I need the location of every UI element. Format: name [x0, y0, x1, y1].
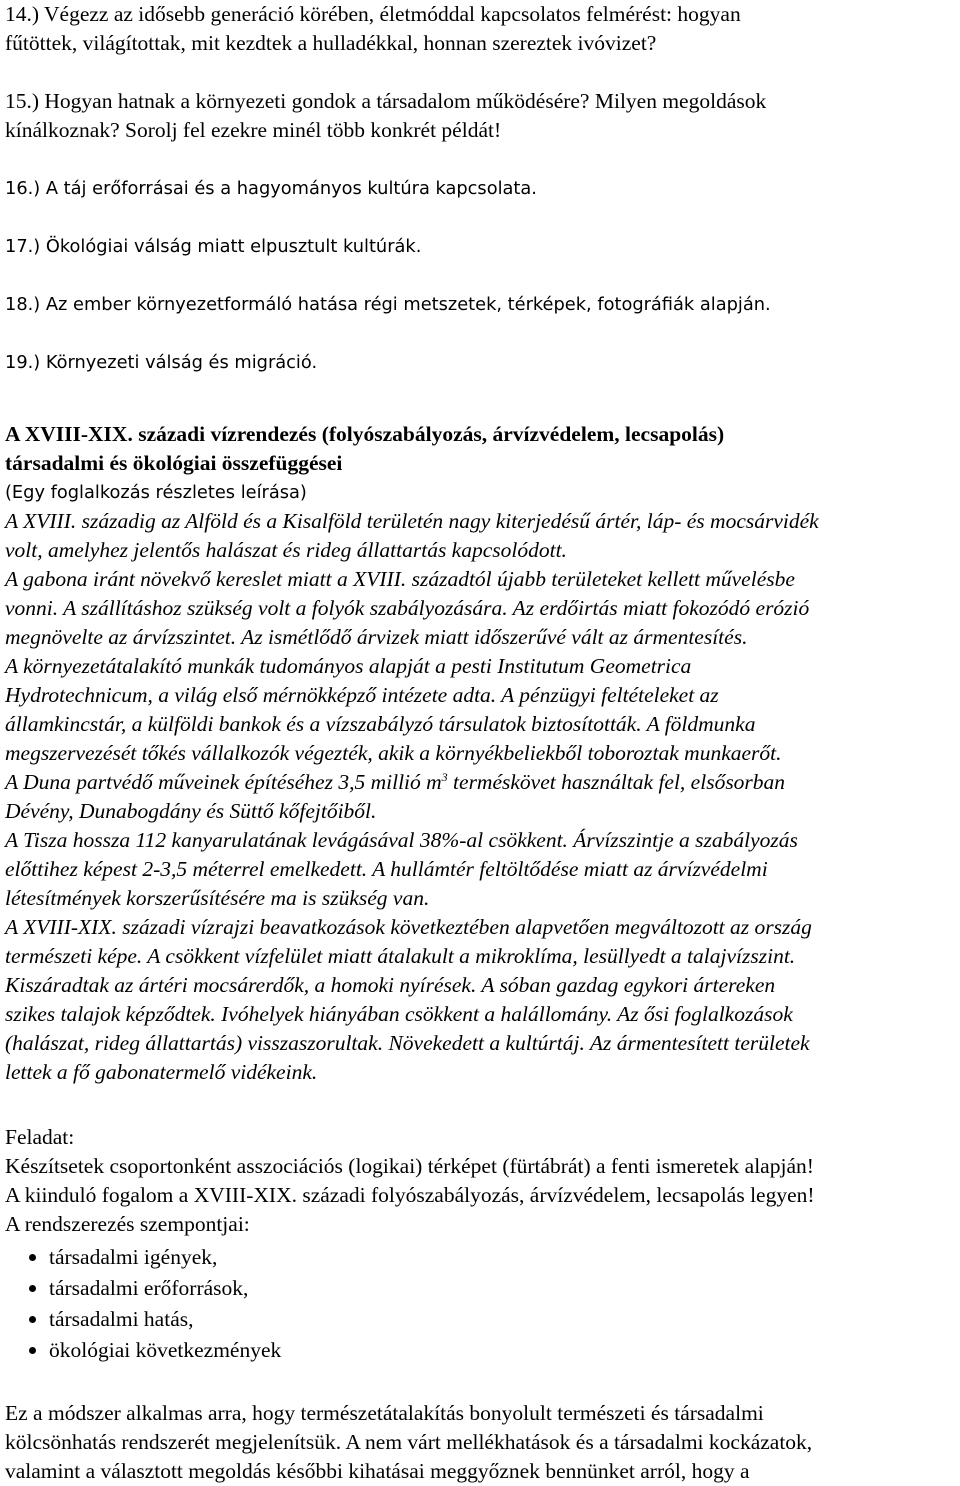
question-14-line-2: fűtöttek, világítottak, mit kezdtek a hulladékkal, honnan szereztek ivóvizet? — [5, 31, 657, 55]
question-18: 18.) Az ember környezetformáló hatása régi metszetek, térképek, fotográfiák alapján. — [5, 294, 771, 315]
closing-line: Ez a módszer alkalmas arra, hogy természetátalakítás bonyolult természeti és társadalmi — [5, 1401, 764, 1425]
body-line: államkincstár, a külföldi bankok és a vízszabályzó társulatok biztosították. A földmunka — [5, 712, 756, 736]
heading-line-1: A XVIII-XIX. századi vízrendezés (folyószabályozás, árvízvédelem, lecsapolás) — [5, 422, 725, 446]
body-line: A környezetátalakító munkák tudományos alapját a pesti Institutum Geometrica — [5, 654, 692, 678]
body-line: megnövelte az árvízszintet. Az ismétlődő árvizek miatt időszerűvé vált az ármentesítés. — [5, 625, 748, 649]
body-line: A Tisza hossza 112 kanyarulatának levágásával 38%-al csökkent. Árvízszintje a szabályozás — [5, 828, 798, 852]
criteria-list — [5, 1242, 955, 1366]
body-line — [5, 768, 955, 797]
body-text-span: terméskövet használtak fel, elsősorban — [447, 770, 786, 794]
task-line-1: Készítsetek csoportonként asszociációs (logikai) térképet (fürtábrát) a fenti ismeretek alapján! — [5, 1154, 814, 1178]
question-14-line-1: 14.) Végezz az idősebb generáció körében, életmóddal kapcsolatos felmérést: hogyan — [5, 2, 741, 26]
body-line: természeti képe. A csökkent vízfelület miatt átalakult a mikroklíma, lesüllyedt a talajvízszint. — [5, 944, 796, 968]
heading-line-2: társadalmi és ökológiai összefüggései — [5, 451, 343, 475]
question-15-line-2: kínálkoznak? Sorolj fel ezekre minél több konkrét példát! — [5, 118, 502, 142]
body-line: megszervezését tőkés vállalkozók végezték, akik a környékbeliekből toboroztak munkaerőt. — [5, 741, 782, 765]
body-line: lettek a fő gabonatermelő vidékeink. — [5, 1060, 318, 1084]
body-line: A gabona iránt növekvő kereslet miatt a XVIII. századtól újabb területeket kellett művelésbe — [5, 567, 795, 591]
question-16: 16.) A táj erőforrásai és a hagyományos kultúra kapcsolata. — [5, 178, 537, 199]
list-item: társadalmi igények, — [5, 1242, 955, 1273]
document-page — [5, 0, 955, 1486]
list-item: ökológiai következmények — [5, 1335, 955, 1366]
body-line: Kiszáradtak az ártéri mocsárerdők, a homoki nyírések. A sóban gazdag egykori ártereken — [5, 973, 776, 997]
body-line: szikes talajok képződtek. Ivóhelyek hiányában csökkent a halállomány. Az ősi foglalkozások — [5, 1002, 793, 1026]
task-line-2: A kiinduló fogalom a XVIII-XIX. századi folyószabályozás, árvízvédelem, lecsapolás legyen! — [5, 1183, 815, 1207]
closing-line: kölcsönhatás rendszerét megjelenítsük. A nem várt mellékhatások és a társadalmi kockázatok, — [5, 1430, 813, 1454]
heading-subtitle: (Egy foglalkozás részletes leírása) — [5, 482, 307, 503]
question-17: 17.) Ökológiai válság miatt elpusztult kultúrák. — [5, 236, 422, 257]
body-line: Dévény, Dunabogdány és Süttő kőfejtőiből. — [5, 799, 377, 823]
body-line: létesítmények korszerűsítésére ma is szükség van. — [5, 886, 430, 910]
list-item: társadalmi erőforrások, — [5, 1273, 955, 1304]
task-section — [5, 1123, 955, 1366]
body-line: (halászat, rideg állattartás) visszaszorultak. Növekedett a kultúrtáj. Az ármentesített területek — [5, 1031, 810, 1055]
superscript-3: 3 — [441, 770, 448, 784]
section-heading — [5, 420, 955, 507]
body-text-span: A Duna partvédő műveinek építéséhez 3,5 millió m — [5, 770, 442, 794]
body-line: volt, amelyhez jelentős halászat és rideg állattartás kapcsolódott. — [5, 538, 567, 562]
body-line: A XVIII-XIX. századi vízrajzi beavatkozások következtében alapvetően megváltozott az ország — [5, 915, 812, 939]
body-line: előttihez képest 2-3,5 méterrel emelkedett. A hullámtér feltöltődése miatt az árvízvédelmi — [5, 857, 768, 881]
list-item: társadalmi hatás, — [5, 1304, 955, 1335]
question-15-line-1: 15.) Hogyan hatnak a környezeti gondok a társadalom működésére? Milyen megoldások — [5, 89, 767, 113]
body-line: A XVIII. századig az Alföld és a Kisalföld területén nagy kiterjedésű ártér, láp- és mocsárvidék — [5, 509, 819, 533]
question-list — [5, 0, 955, 377]
criteria-label: A rendszerezés szempontjai: — [5, 1212, 250, 1236]
task-label: Feladat: — [5, 1125, 75, 1149]
closing-line: valamint a választott megoldás későbbi kihatásai meggyőznek bennünket arról, hogy a — [5, 1459, 750, 1483]
closing-paragraph — [5, 1399, 955, 1486]
question-19: 19.) Környezeti válság és migráció. — [5, 352, 318, 373]
body-line: vonni. A szállításhoz szükség volt a folyók szabályozására. Az erdőirtás miatt fokozódó erózió — [5, 596, 810, 620]
body-line: Hydrotechnicum, a világ első mérnökképző intézete adta. A pénzügyi feltételeket az — [5, 683, 719, 707]
body-text — [5, 507, 955, 1087]
